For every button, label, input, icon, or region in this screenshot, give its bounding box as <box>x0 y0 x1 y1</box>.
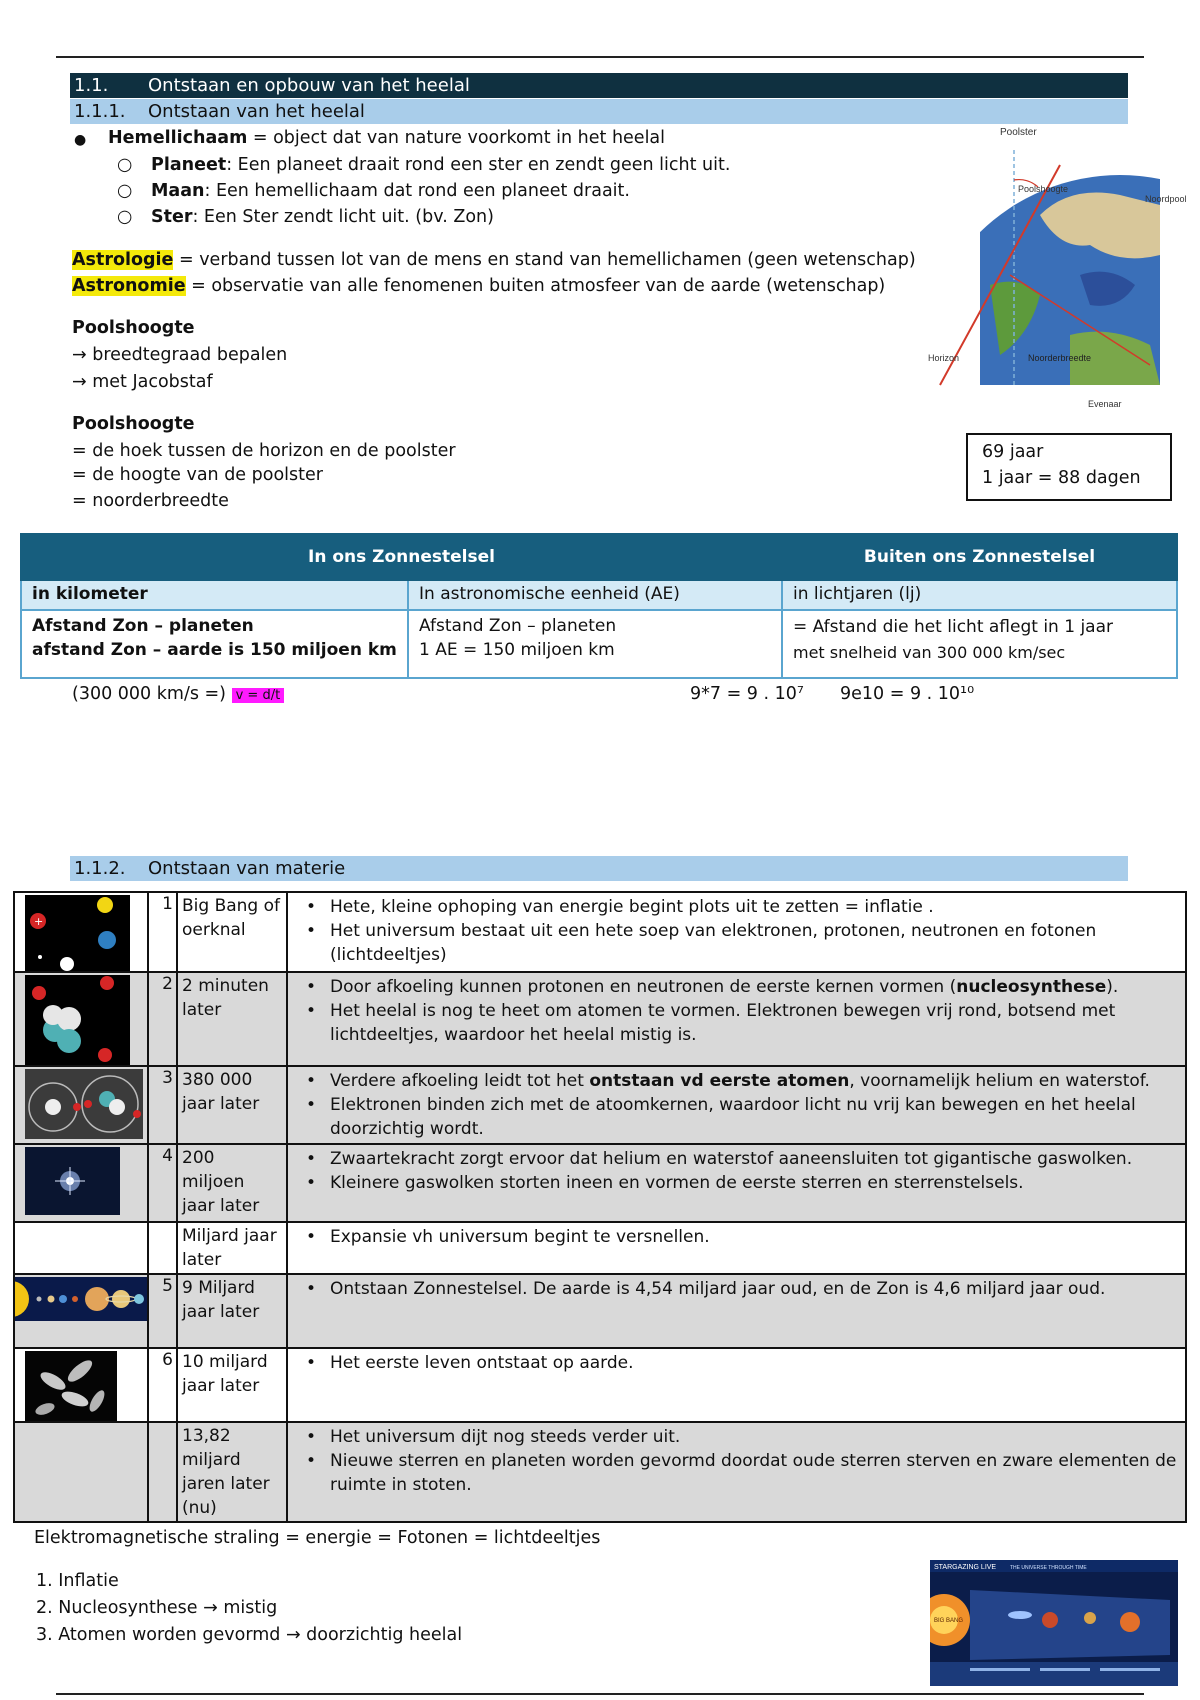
noorderbreedte-label: Noorderbreedte <box>1028 353 1092 363</box>
step-description <box>287 1066 1186 1144</box>
poolshoogte-line: → met Jacobstaf <box>72 372 213 392</box>
step-time: 2 minuten later <box>177 972 287 1066</box>
step-number: 3 <box>148 1066 177 1144</box>
sub-bullet-icon: ○ <box>117 207 133 227</box>
unit-lj: in lichtjaren (lj) <box>782 580 1177 610</box>
first-stars-image <box>14 1144 148 1222</box>
formula-left <box>72 684 284 704</box>
table-row <box>14 1066 1186 1144</box>
table-row <box>14 972 1186 1066</box>
atoms-image <box>14 1066 148 1144</box>
list-item: • Het eerste leven ontstaat op aarde. <box>330 1351 1179 1375</box>
table-row <box>14 1222 1186 1274</box>
empty-image-cell <box>14 1222 148 1274</box>
term: Maan <box>151 181 205 201</box>
sub-bullet-icon: ○ <box>117 181 133 201</box>
step-number: 2 <box>148 972 177 1066</box>
step-time: 9 Miljard jaar later <box>177 1274 287 1348</box>
bacteria-image <box>14 1348 148 1422</box>
text: : Een planeet draait rond een ster en zendt geen licht uit. <box>226 155 731 175</box>
section-title: Ontstaan van materie <box>148 858 346 879</box>
list-item: • Kleinere gaswolken storten ineen en vormen de eerste sterren en sterrenstelsels. <box>330 1171 1179 1195</box>
bullet-icon: ● <box>74 132 87 148</box>
term: Hemellichaam <box>108 128 248 148</box>
step-number: 1 <box>148 892 177 972</box>
step-number: 5 <box>148 1274 177 1348</box>
cell-line: met snelheid van 300 000 km/sec <box>793 643 1066 662</box>
list-item: • Ontstaan Zonnestelsel. De aarde is 4,54 miljard jaar oud, en de Zon is 4,6 miljard jaar oud. <box>330 1277 1179 1301</box>
velocity-formula: v = d/t <box>232 688 285 703</box>
section-title: Ontstaan van het heelal <box>148 101 365 122</box>
cell-line: afstand Zon – aarde is 150 miljoen km <box>32 640 397 660</box>
cell-line: = Afstand die het licht aflegt in 1 jaar <box>793 617 1113 637</box>
text: = observatie van alle fenomenen buiten atmosfeer van de aarde (wetenschap) <box>185 276 886 296</box>
term: Astronomie <box>72 276 186 296</box>
step-time: 13,82 miljard jaren later (nu) <box>177 1422 287 1522</box>
list-item: • Het universum dijt nog steeds verder uit. <box>330 1425 1179 1449</box>
km-cell <box>21 610 408 678</box>
jaar-line-1: 69 jaar <box>982 442 1044 462</box>
planeet-item <box>151 155 730 175</box>
top-rule <box>56 56 1144 58</box>
list-item: • Zwaartekracht zorgt ervoor dat helium en waterstof aaneensluiten tot gigantische gaswolken. <box>330 1147 1179 1171</box>
maan-item <box>151 181 630 201</box>
list-item: • Hete, kleine ophoping van energie begint plots uit te zetten = inflatie . <box>330 895 1179 919</box>
ae-cell <box>408 610 782 678</box>
universe-timeline-poster <box>930 1560 1178 1686</box>
section-number: 1.1.1. <box>74 101 126 122</box>
text: : Een hemellichaam dat rond een planeet draait. <box>204 181 630 201</box>
section-heading-1-1-2 <box>70 856 1128 881</box>
step-description <box>287 1222 1186 1274</box>
text: : Een Ster zendt licht uit. (bv. Zon) <box>192 207 494 227</box>
unit-km: in kilometer <box>21 580 408 610</box>
step-time: Big Bang of oerknal <box>177 892 287 972</box>
empty-image-cell <box>14 1422 148 1522</box>
poolshoogte-def: = noorderbreedte <box>72 491 229 511</box>
poolshoogte-def: = de hoogte van de poolster <box>72 465 323 485</box>
list-item: • Expansie vh universum begint te versnellen. <box>330 1225 1179 1249</box>
step-number: 6 <box>148 1348 177 1422</box>
bottom-rule <box>56 1693 1144 1695</box>
lj-cell <box>782 610 1177 678</box>
table-row <box>14 1348 1186 1422</box>
definition: = object dat van nature voorkomt in het heelal <box>247 128 666 148</box>
cell-line: Afstand Zon – planeten <box>32 616 254 636</box>
zonnestelsel-table <box>20 533 1178 679</box>
step-number <box>148 1222 177 1274</box>
text: = verband tussen lot van de mens en stand van hemellichamen (geen wetenschap) <box>173 250 916 270</box>
table-row <box>14 892 1186 972</box>
step-time: Miljard jaar later <box>177 1222 287 1274</box>
step-time: 10 miljard jaar later <box>177 1348 287 1422</box>
horizon-label: Horizon <box>928 353 960 363</box>
step-description <box>287 1144 1186 1222</box>
term: Ster <box>151 207 193 227</box>
formula-right-1: 9*7 = 9 . 10⁷ <box>690 684 804 704</box>
section-heading-1-1-1 <box>70 99 1128 124</box>
table-row <box>14 1274 1186 1348</box>
step-item-2: 2. Nucleosynthese → mistig <box>36 1598 278 1618</box>
step-number <box>148 1422 177 1522</box>
list-item: • Verdere afkoeling leidt tot het ontstaan vd eerste atomen, voornamelijk helium en waterstof. <box>330 1069 1179 1093</box>
poolshoogte-diagram <box>920 125 1200 415</box>
poster-bigbang: BIG BANG <box>934 1618 964 1624</box>
step-number: 4 <box>148 1144 177 1222</box>
list-item: • Het heelal is nog te heet om atomen te vormen. Elektronen bewegen vrij rond, botsend met lichtdeeltjes, waardoor het heelal mistig is. <box>330 999 1179 1047</box>
step-description <box>287 972 1186 1066</box>
step-description <box>287 892 1186 972</box>
term: Astrologie <box>72 250 174 270</box>
nucleosynthesis-image <box>14 972 148 1066</box>
cell-line: 1 AE = 150 miljoen km <box>419 640 615 660</box>
step-description <box>287 1348 1186 1422</box>
header-in-zonnestelsel: In ons Zonnestelsel <box>21 534 782 580</box>
astronomie-line <box>72 276 885 296</box>
formula-text: (300 000 km/s =) <box>72 684 227 704</box>
sub-bullet-icon: ○ <box>117 155 133 175</box>
hemellichaam-definition <box>108 128 665 148</box>
step-description <box>287 1422 1186 1522</box>
em-radiation-line: Elektromagnetische straling = energie = Fotonen = lichtdeeltjes <box>34 1528 601 1548</box>
poolshoogte-heading-2: Poolshoogte <box>72 414 195 434</box>
poolster-label: Poolster <box>1000 127 1037 138</box>
term: Planeet <box>151 155 227 175</box>
poolshoogte-heading-1: Poolshoogte <box>72 318 195 338</box>
step-time: 200 miljoen jaar later <box>177 1144 287 1222</box>
step-description <box>287 1274 1186 1348</box>
poster-brand: STARGAZING LIVE <box>934 1564 997 1571</box>
list-item: • Het universum bestaat uit een hete soep van elektronen, protonen, neutronen en fotonen (lichtdeeltjes) <box>330 919 1179 967</box>
cell-line: Afstand Zon – planeten <box>419 616 617 636</box>
formula-right-2: 9e10 = 9 . 10¹⁰ <box>840 684 975 704</box>
section-number: 1.1.2. <box>74 858 126 879</box>
list-item: • Nieuwe sterren en planeten worden gevormd doordat oude sterren sterven en zware elementen de ruimte in stoten. <box>330 1449 1179 1497</box>
ster-item <box>151 207 494 227</box>
unit-ae: In astronomische eenheid (AE) <box>408 580 782 610</box>
step-item-1: 1. Inflatie <box>36 1571 119 1591</box>
bigbang-image <box>14 892 148 972</box>
poolshoogte-def: = de hoek tussen de horizon en de poolster <box>72 441 456 461</box>
list-item: • Door afkoeling kunnen protonen en neutronen de eerste kernen vormen (nucleosynthese). <box>330 975 1179 999</box>
step-time: 380 000 jaar later <box>177 1066 287 1144</box>
jaar-line-2: 1 jaar = 88 dagen <box>982 468 1141 488</box>
solar-system-image <box>14 1274 148 1348</box>
poster-title: THE UNIVERSE THROUGH TIME <box>1010 1565 1087 1571</box>
section-title: Ontstaan en opbouw van het heelal <box>148 75 470 96</box>
materie-timeline-table <box>13 891 1187 1523</box>
noordpool-label: Noordpool <box>1145 194 1187 204</box>
astrologie-line <box>72 250 916 270</box>
step-item-3: 3. Atomen worden gevormd → doorzichtig heelal <box>36 1625 463 1645</box>
table-row <box>14 1144 1186 1222</box>
section-heading-1-1 <box>70 73 1128 98</box>
header-buiten-zonnestelsel: Buiten ons Zonnestelsel <box>782 534 1177 580</box>
poolshoogte-line: → breedtegraad bepalen <box>72 345 288 365</box>
evenaar-label: Evenaar <box>1088 399 1122 409</box>
poolshoogte-label: Poolshoogte <box>1018 184 1069 194</box>
section-number: 1.1. <box>74 75 109 96</box>
svg-text:+: + <box>34 915 44 928</box>
list-item: • Elektronen binden zich met de atoomkernen, waardoor licht nu vrij kan bewegen en het heelal doorzichtig wordt. <box>330 1093 1179 1141</box>
table-row <box>14 1422 1186 1522</box>
jaar-box <box>966 433 1172 501</box>
